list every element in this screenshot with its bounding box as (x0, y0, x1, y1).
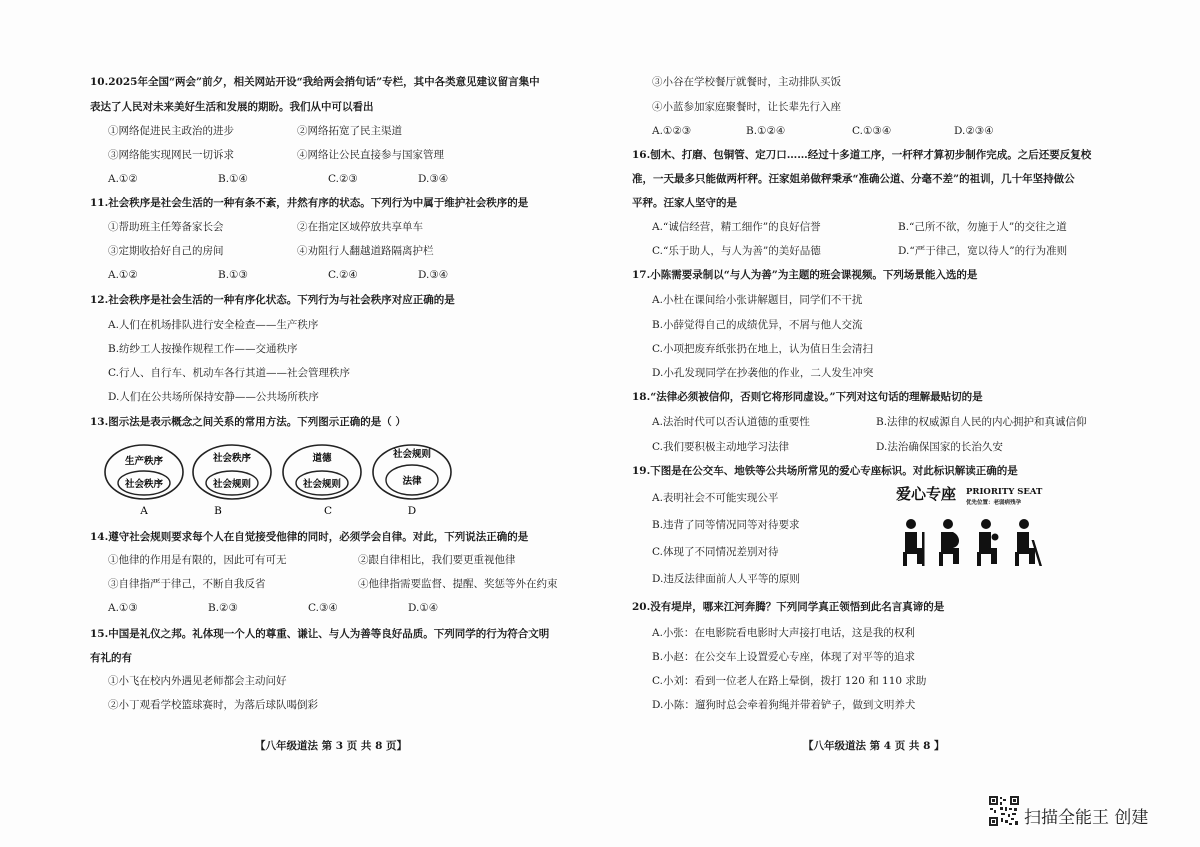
pregnant-person-icon (939, 519, 959, 566)
q10-choice-b: B.①④ (218, 173, 248, 185)
q15-choice-c: C.①③④ (852, 125, 892, 137)
parent-child-icon (977, 519, 999, 566)
q10-choice-a: A.①② (108, 173, 138, 185)
q19-choice-b: B.违背了同等情况同等对待要求 (652, 519, 800, 531)
q11-choice-b: B.①③ (218, 269, 248, 281)
left-page-footer: 【八年级道法 第 3 页 共 8 页】 (255, 740, 408, 752)
q19-choice-a: A.表明社会不可能实现公平 (652, 492, 779, 504)
q20-choice-c: C.小刘：看到一位老人在路上晕倒，拨打 120 和 110 求助 (652, 675, 927, 687)
elderly-person-icon (903, 519, 925, 566)
q10-option-3: ③网络能实现网民一切诉求 (108, 149, 234, 161)
q17-stem: 17.小陈需要录制以“与人为善”为主题的班会课视频。下列场景能入选的是 (632, 269, 978, 281)
q15-choice-b: B.①②④ (746, 125, 786, 137)
q11-option-1: ①帮助班主任筹备家长会 (108, 221, 224, 233)
q12-choice-c: C.行人、自行车、机动车各行其道——社会管理秩序 (108, 367, 350, 379)
diagram-a (105, 445, 183, 517)
q19-choice-c: C.体现了不同情况差别对待 (652, 546, 779, 558)
diagram-c-inner: 社会规则 (302, 479, 342, 490)
q15-option-3: ③小谷在学校餐厅就餐时，主动排队买饭 (652, 76, 841, 88)
diagram-c (283, 445, 361, 517)
q17-choice-b: B.小薛觉得自己的成绩优异，不屑与他人交流 (652, 319, 863, 331)
q10-option-1: ①网络促进民主政治的进步 (108, 125, 234, 137)
diagram-d-label: D (407, 505, 417, 517)
diagram-d-outer: 社会规则 (392, 449, 432, 460)
q16-choice-b: B.“己所不欲，勿施于人”的交往之道 (898, 221, 1067, 233)
q13-stem: 13.图示法是表示概念之间关系的常用方法。下列图示正确的是（ ） (90, 416, 406, 428)
q15-stem-line2: 有礼的有 (90, 652, 132, 664)
q14-stem: 14.遵守社会规则要求每个人在自觉接受他律的同时，必须学会自律。对此，下列说法正确的是 (90, 531, 529, 543)
q11-option-4: ④劝阻行人翻越道路隔离护栏 (297, 245, 434, 257)
watermark-text: 扫描全能王 创建 (1024, 808, 1149, 828)
q18-choice-c: C.我们要积极主动地学习法律 (652, 441, 789, 453)
q19-choice-d: D.违反法律面前人人平等的原则 (652, 573, 800, 585)
diagram-c-outer: 道德 (312, 453, 332, 464)
q18-stem: 18.“法律必须被信仰，否则它将形同虚设。”下列对这句话的理解最贴切的是 (632, 391, 983, 403)
q12-choice-b: B.纺纱工人按操作规程工作——交通秩序 (108, 343, 298, 355)
diagram-c-label: C (323, 505, 333, 517)
q16-stem-line3: 平秤。汪家人坚守的是 (632, 197, 737, 209)
diagram-b-inner: 社会规则 (212, 479, 252, 490)
diagram-b-label: B (214, 505, 222, 517)
q20-choice-b: B.小赵：在公交车上设置爱心专座，体现了对平等的追求 (652, 651, 916, 663)
q10-option-2: ②网络拓宽了民主渠道 (297, 125, 402, 137)
q11-stem: 11.社会秩序是社会生活的一种有条不紊，井然有序的状态。下列行为中属于维护社会秩序的是 (90, 197, 529, 209)
q11-option-2: ②在指定区域停放共享单车 (297, 221, 423, 233)
q15-choice-a: A.①②③ (652, 125, 692, 137)
diagram-a-label: A (140, 505, 148, 517)
priority-seat-sign (894, 482, 1054, 584)
q16-choice-a: A.“诚信经营，精工细作”的良好信誉 (652, 221, 821, 233)
q16-choice-d: D.“严于律己，宽以待人”的行为准则 (898, 245, 1068, 257)
q10-choice-c: C.②③ (328, 173, 358, 185)
q18-choice-d: D.法治确保国家的长治久安 (876, 441, 1003, 453)
q17-choice-c: C.小项把废弃纸张扔在地上，认为值日生会清扫 (652, 343, 873, 355)
q14-option-2: ②跟自律相比，我们要更重视他律 (358, 554, 516, 566)
q14-choice-b: B.②③ (208, 602, 238, 614)
q15-option-1: ①小飞在校内外遇见老师都会主动问好 (108, 675, 287, 687)
q20-choice-d: D.小陈：遛狗时总会牵着狗绳并带着铲子，做到文明养犬 (652, 699, 916, 711)
q15-choice-d: D.②③④ (954, 125, 994, 137)
disabled-person-icon (1015, 519, 1042, 566)
q20-stem: 20.没有堤岸，哪来江河奔腾？下列同学真正领悟到此名言真谛的是 (632, 601, 945, 613)
q15-option-4: ④小蓝参加家庭聚餐时，让长辈先行入座 (652, 101, 841, 113)
q14-choice-d: D.①④ (408, 602, 439, 614)
diagram-b (193, 445, 271, 517)
q15-stem-line1: 15.中国是礼仪之邦。礼体现一个人的尊重、谦让、与人为善等良好品质。下列同学的行为符合文明 (90, 628, 550, 640)
q17-choice-a: A.小杜在课间给小张讲解题目，同学们不干扰 (652, 294, 863, 306)
right-page-footer: 【八年级道法 第 4 页 共 8 】 (803, 740, 945, 752)
q13-diagrams (100, 436, 480, 520)
diagram-d-inner: 法律 (402, 476, 422, 487)
q12-choice-a: A.人们在机场排队进行安全检查——生产秩序 (108, 319, 319, 331)
q16-stem-line1: 16.刨木、打磨、包铜管、定刀口……经过十多道工序，一杆秤才算初步制作完成。之后还要反复校 (632, 149, 1092, 161)
sign-subtitle: 优先位置：老弱病残孕 (966, 500, 1022, 506)
q11-choice-c: C.②④ (328, 269, 358, 281)
scanner-watermark (988, 795, 1198, 835)
q17-choice-d: D.小孔发现同学在抄袭他的作业，二人发生冲突 (652, 367, 874, 379)
diagram-b-outer: 社会秩序 (212, 453, 252, 464)
q11-choice-d: D.③④ (418, 269, 449, 281)
diagram-a-inner: 社会秩序 (124, 479, 164, 490)
q18-choice-b: B.法律的权威源自人民的内心拥护和真诚信仰 (876, 416, 1087, 428)
q11-option-3: ③定期收拾好自己的房间 (108, 245, 224, 257)
q10-stem-line2: 表达了人民对未来美好生活和发展的期盼。我们从中可以看出 (90, 101, 374, 113)
q16-stem-line2: 准，一天最多只能做两杆秤。汪家姐弟做秤秉承“准确公道、分毫不差”的祖训，几十年坚持做公 (632, 173, 1075, 185)
diagram-d (373, 445, 451, 517)
q11-choice-a: A.①② (108, 269, 138, 281)
q14-option-1: ①他律的作用是有限的，因此可有可无 (108, 554, 287, 566)
q16-choice-c: C.“乐于助人，与人为善”的美好品德 (652, 245, 821, 257)
q14-option-4: ④他律指需要监督、提醒、奖惩等外在约束 (358, 578, 558, 590)
diagram-a-outer: 生产秩序 (124, 456, 164, 467)
q15-option-2: ②小丁观看学校篮球赛时，为落后球队喝倒彩 (108, 699, 318, 711)
q20-choice-a: A.小张：在电影院看电影时大声接打电话，这是我的权利 (652, 627, 915, 639)
q19-stem: 19.下图是在公交车、地铁等公共场所常见的爱心专座标识。对此标识解读正确的是 (632, 465, 1018, 477)
q10-choice-d: D.③④ (418, 173, 449, 185)
q10-stem-line1: 10.2025年全国“两会”前夕，相关网站开设“我给两会捎句话”专栏，其中各类意见建议留言集中 (90, 76, 540, 88)
q14-choice-c: C.③④ (308, 602, 338, 614)
q18-choice-a: A.法治时代可以否认道德的重要性 (652, 416, 810, 428)
qr-code-icon (988, 795, 1020, 827)
q14-option-3: ③自律指严于律己，不断自我反省 (108, 578, 266, 590)
sign-en-title: PRIORITY SEAT (966, 487, 1043, 497)
q12-choice-d: D.人们在公共场所保持安静——公共场所秩序 (108, 391, 319, 403)
q10-option-4: ④网络让公民直接参与国家管理 (297, 149, 444, 161)
q14-choice-a: A.①③ (108, 602, 138, 614)
q12-stem: 12.社会秩序是社会生活的一种有序化状态。下列行为与社会秩序对应正确的是 (90, 294, 455, 306)
sign-cn-title: 爱心专座 (896, 485, 957, 503)
